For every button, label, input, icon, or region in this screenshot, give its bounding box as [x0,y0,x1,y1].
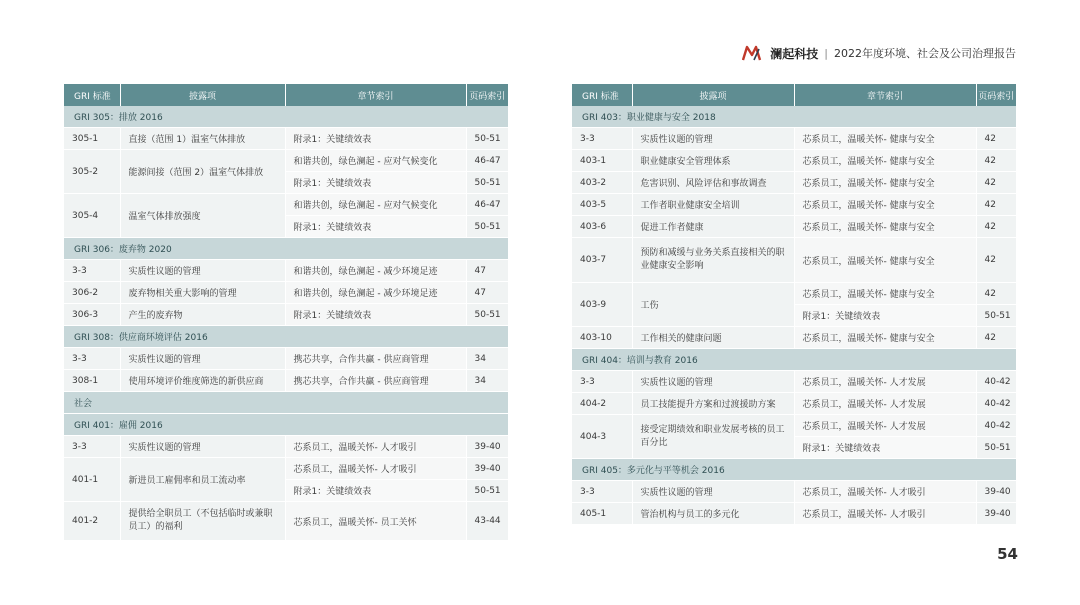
chapter-reference: 附录1：关键绩效表 [285,304,466,326]
brand-name: 澜起科技 [770,46,819,61]
page-reference: 42 [976,194,1016,216]
disclosure-item: 实质性议题的管理 [120,436,285,458]
column-header-disclosure: 披露项 [632,84,794,106]
chapter-reference: 附录1：关键绩效表 [794,305,976,327]
page-reference: 42 [976,238,1016,283]
column-header-chapter-index: 章节索引 [794,84,976,106]
table-row [572,216,1016,238]
section-row [64,392,508,414]
chapter-reference: 芯系员工，温暖关怀- 健康与安全 [794,194,976,216]
chapter-reference: 芯系员工，温暖关怀- 人才发展 [794,415,976,437]
gri-code: 401-1 [64,458,120,502]
page-reference: 34 [466,370,508,392]
chapter-reference: 附录1：关键绩效表 [285,216,466,238]
page-reference: 47 [466,282,508,304]
gri-code: 401-2 [64,502,120,541]
section-row [572,349,1016,371]
column-header-page-index: 页码索引 [976,84,1016,106]
gri-code: 404-3 [572,415,632,459]
chapter-reference: 附录1：关键绩效表 [285,128,466,150]
chapter-reference: 芯系员工，温暖关怀- 健康与安全 [794,238,976,283]
table-row [64,304,508,326]
gri-code: 403-5 [572,194,632,216]
section-title: GRI 401：雇佣 2016 [64,414,508,436]
table-row [572,283,1016,305]
page-reference: 50-51 [466,304,508,326]
chapter-reference: 芯系员工，温暖关怀- 健康与安全 [794,216,976,238]
table-row [572,128,1016,150]
chapter-reference: 芯系员工，温暖关怀- 人才吸引 [285,458,466,480]
gri-code: 3-3 [64,260,120,282]
section-row [64,326,508,348]
disclosure-item: 管治机构与员工的多元化 [632,503,794,525]
table-row [64,260,508,282]
section-row [64,238,508,260]
gri-code: 306-3 [64,304,120,326]
gri-code: 405-1 [572,503,632,525]
disclosure-item: 温室气体排放强度 [120,194,285,238]
table-row [572,238,1016,283]
chapter-reference: 芯系员工，温暖关怀- 健康与安全 [794,283,976,305]
section-title: GRI 305：排放 2016 [64,106,508,128]
gri-code: 3-3 [572,481,632,503]
gri-code: 403-1 [572,150,632,172]
column-header-chapter-index: 章节索引 [285,84,466,106]
page-reference: 42 [976,172,1016,194]
gri-index-table-left [64,84,508,541]
report-title: 2022年度环境、社会及公司治理报告 [834,47,1016,60]
page-reference: 40-42 [976,393,1016,415]
column-header-page-index: 页码索引 [466,84,508,106]
page-reference: 42 [976,128,1016,150]
gri-index-table-right [572,84,1016,525]
chapter-reference: 和谐共创，绿色澜起 - 应对气候变化 [285,194,466,216]
page-reference: 39-40 [466,458,508,480]
section-title: 社会 [64,392,508,414]
table-row [64,370,508,392]
column-header-gri-standard: GRI 标准 [572,84,632,106]
table-row [572,194,1016,216]
disclosure-item: 员工技能提升方案和过渡援助方案 [632,393,794,415]
chapter-reference: 携芯共享，合作共赢 - 供应商管理 [285,370,466,392]
disclosure-item: 危害识别、风险评估和事故调查 [632,172,794,194]
gri-code: 3-3 [572,128,632,150]
section-title: GRI 403：职业健康与安全 2018 [572,106,1016,128]
gri-code: 403-6 [572,216,632,238]
disclosure-item: 新进员工雇佣率和员工流动率 [120,458,285,502]
disclosure-item: 直接（范围 1）温室气体排放 [120,128,285,150]
table-row [572,150,1016,172]
table-row [64,458,508,480]
chapter-reference: 芯系员工，温暖关怀- 健康与安全 [794,327,976,349]
gri-code: 306-2 [64,282,120,304]
section-title: GRI 308：供应商环境评估 2016 [64,326,508,348]
table-row [572,503,1016,525]
column-header-disclosure: 披露项 [120,84,285,106]
page-reference: 50-51 [466,480,508,502]
gri-code: 3-3 [572,371,632,393]
report-header [742,44,1016,62]
page-reference: 46-47 [466,194,508,216]
chapter-reference: 附录1：关键绩效表 [285,480,466,502]
disclosure-item: 能源间接（范围 2）温室气体排放 [120,150,285,194]
table-row [64,282,508,304]
gri-code: 3-3 [64,436,120,458]
gri-code: 403-9 [572,283,632,327]
page-reference: 42 [976,283,1016,305]
chapter-reference: 芯系员工，温暖关怀- 人才吸引 [794,481,976,503]
table-row [64,436,508,458]
table-row [572,371,1016,393]
disclosure-item: 实质性议题的管理 [120,348,285,370]
disclosure-item: 职业健康安全管理体系 [632,150,794,172]
chapter-reference: 芯系员工，温暖关怀- 健康与安全 [794,128,976,150]
page-reference: 50-51 [976,305,1016,327]
page-reference: 50-51 [466,128,508,150]
gri-code: 305-1 [64,128,120,150]
disclosure-item: 实质性议题的管理 [632,128,794,150]
section-row [64,106,508,128]
page-reference: 42 [976,216,1016,238]
table-row [572,415,1016,437]
section-title: GRI 404：培训与教育 2016 [572,349,1016,371]
disclosure-item: 接受定期绩效和职业发展考核的员工百分比 [632,415,794,459]
page-reference: 46-47 [466,150,508,172]
gri-code: 308-1 [64,370,120,392]
page-reference: 39-40 [976,481,1016,503]
table-row [64,502,508,541]
chapter-reference: 芯系员工，温暖关怀- 健康与安全 [794,150,976,172]
gri-code: 403-7 [572,238,632,283]
table-row [572,393,1016,415]
section-title: GRI 405：多元化与平等机会 2016 [572,459,1016,481]
page-reference: 39-40 [466,436,508,458]
disclosure-item: 工作相关的健康问题 [632,327,794,349]
disclosure-item: 实质性议题的管理 [632,371,794,393]
table-row [64,348,508,370]
chapter-reference: 附录1：关键绩效表 [794,437,976,459]
disclosure-item: 产生的废弃物 [120,304,285,326]
table-row [572,172,1016,194]
page-number: 54 [997,545,1018,563]
table-row [64,194,508,216]
chapter-reference: 芯系员工，温暖关怀- 人才吸引 [794,503,976,525]
table-row [572,481,1016,503]
page-reference: 42 [976,327,1016,349]
chapter-reference: 和谐共创，绿色澜起 - 减少环境足迹 [285,282,466,304]
page-reference: 42 [976,150,1016,172]
company-logo-icon [742,44,764,62]
table-header-row [64,84,508,106]
column-header-gri-standard: GRI 标准 [64,84,120,106]
section-row [572,106,1016,128]
table-header-row [572,84,1016,106]
chapter-reference: 芯系员工，温暖关怀- 员工关怀 [285,502,466,541]
disclosure-item: 废弃物相关重大影响的管理 [120,282,285,304]
disclosure-item: 工作者职业健康安全培训 [632,194,794,216]
page-reference: 34 [466,348,508,370]
section-row [572,459,1016,481]
table-row [64,150,508,172]
chapter-reference: 携芯共享，合作共赢 - 供应商管理 [285,348,466,370]
disclosure-item: 促进工作者健康 [632,216,794,238]
table-row [64,128,508,150]
chapter-reference: 和谐共创，绿色澜起 - 减少环境足迹 [285,260,466,282]
page-reference: 50-51 [466,216,508,238]
gri-code: 3-3 [64,348,120,370]
chapter-reference: 芯系员工，温暖关怀- 人才发展 [794,393,976,415]
gri-code: 403-2 [572,172,632,194]
section-title: GRI 306：废弃物 2020 [64,238,508,260]
disclosure-item: 预防和减缓与业务关系直接相关的职业健康安全影响 [632,238,794,283]
page-reference: 43-44 [466,502,508,541]
chapter-reference: 和谐共创，绿色澜起 - 应对气候变化 [285,150,466,172]
chapter-reference: 芯系员工，温暖关怀- 健康与安全 [794,172,976,194]
disclosure-item: 提供给全职员工（不包括临时或兼职员工）的福利 [120,502,285,541]
page-reference: 40-42 [976,415,1016,437]
page-reference: 47 [466,260,508,282]
chapter-reference: 芯系员工，温暖关怀- 人才吸引 [285,436,466,458]
page-reference: 40-42 [976,371,1016,393]
chapter-reference: 芯系员工，温暖关怀- 人才发展 [794,371,976,393]
chapter-reference: 附录1：关键绩效表 [285,172,466,194]
disclosure-item: 实质性议题的管理 [632,481,794,503]
gri-code: 305-4 [64,194,120,238]
page-reference: 50-51 [466,172,508,194]
disclosure-item: 实质性议题的管理 [120,260,285,282]
disclosure-item: 工伤 [632,283,794,327]
gri-code: 404-2 [572,393,632,415]
page-reference: 50-51 [976,437,1016,459]
page-reference: 39-40 [976,503,1016,525]
gri-code: 305-2 [64,150,120,194]
gri-code: 403-10 [572,327,632,349]
section-row [64,414,508,436]
table-row [572,327,1016,349]
header-separator: | [824,46,828,60]
disclosure-item: 使用环境评价维度筛选的新供应商 [120,370,285,392]
